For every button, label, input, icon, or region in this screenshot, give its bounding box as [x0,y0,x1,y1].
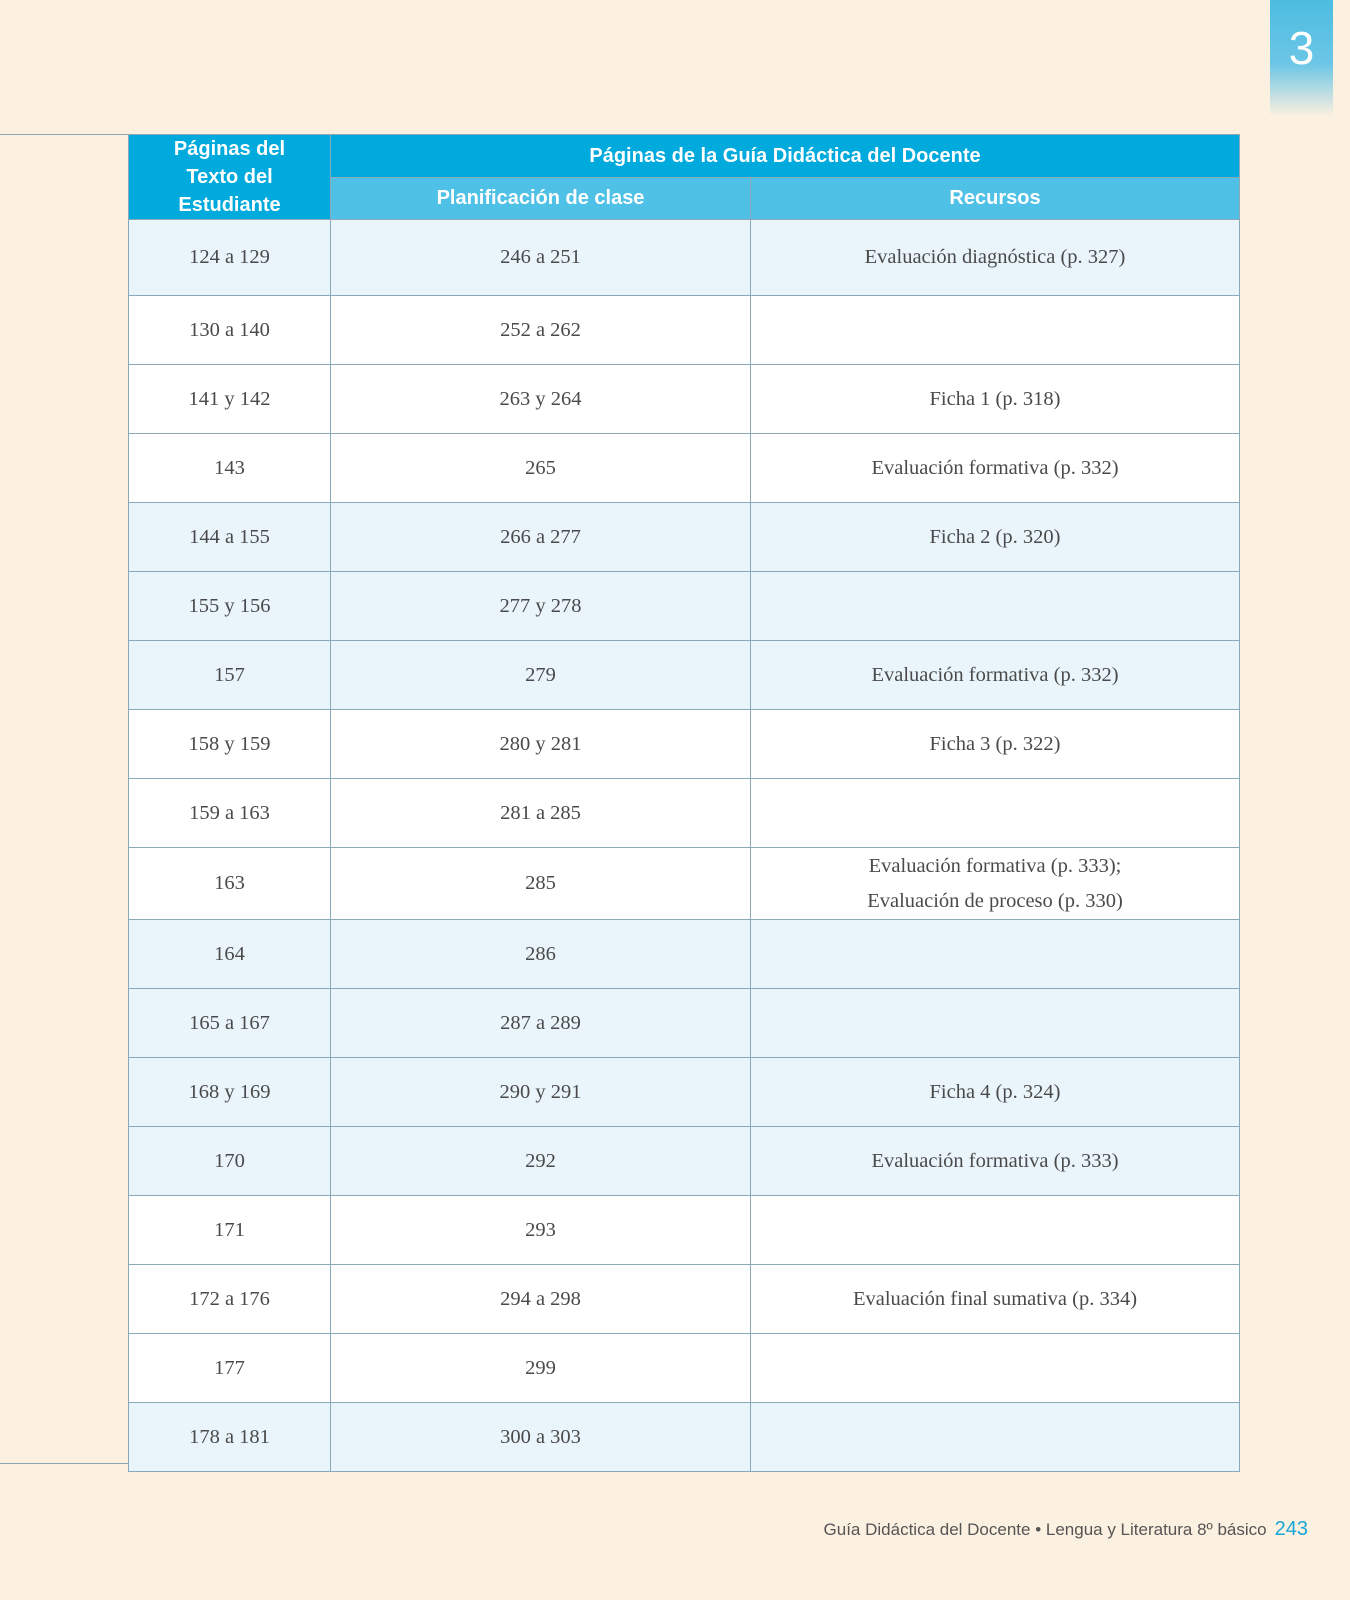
cell-resources [751,1403,1240,1472]
cell-planning-pages: 286 [331,920,751,989]
table-row [129,296,1240,365]
cell-resources: Evaluación formativa (p. 333) [751,1127,1240,1196]
table-row [129,572,1240,641]
cell-resources [751,572,1240,641]
cell-planning-pages: 265 [331,434,751,503]
cell-resources [751,848,1240,920]
table-row [129,1058,1240,1127]
cell-student-pages: 178 a 181 [129,1403,331,1472]
cell-resources: Ficha 3 (p. 322) [751,710,1240,779]
cell-planning-pages: 277 y 278 [331,572,751,641]
cell-planning-pages: 285 [331,848,751,920]
cell-planning-pages: 246 a 251 [331,220,751,296]
cell-student-pages: 144 a 155 [129,503,331,572]
cell-resources [751,779,1240,848]
header-student-pages [129,135,331,220]
cell-planning-pages: 292 [331,1127,751,1196]
cell-student-pages: 143 [129,434,331,503]
cell-resources [751,1196,1240,1265]
table-row [129,434,1240,503]
cell-planning-pages: 279 [331,641,751,710]
cell-resources: Ficha 1 (p. 318) [751,365,1240,434]
cell-resources: Evaluación formativa (p. 332) [751,641,1240,710]
cell-planning-pages: 263 y 264 [331,365,751,434]
table-row [129,503,1240,572]
table-row [129,1127,1240,1196]
cell-student-pages: 163 [129,848,331,920]
cell-planning-pages: 300 a 303 [331,1403,751,1472]
cell-student-pages: 170 [129,1127,331,1196]
cell-student-pages: 155 y 156 [129,572,331,641]
cell-student-pages: 177 [129,1334,331,1403]
cell-resources: Evaluación diagnóstica (p. 327) [751,220,1240,296]
cell-student-pages: 124 a 129 [129,220,331,296]
cell-resources [751,920,1240,989]
cell-resources: Evaluación formativa (p. 332) [751,434,1240,503]
cell-resources-line: Evaluación formativa (p. 333); [868,854,1122,877]
table-row [129,1334,1240,1403]
page-footer [824,1518,1308,1541]
pages-correspondence-table [128,134,1240,1472]
cell-planning-pages: 287 a 289 [331,989,751,1058]
page-number: 243 [1274,1518,1308,1540]
cell-resources: Ficha 2 (p. 320) [751,503,1240,572]
cell-student-pages: 141 y 142 [129,365,331,434]
cell-planning-pages: 293 [331,1196,751,1265]
cell-resources: Ficha 4 (p. 324) [751,1058,1240,1127]
table-row [129,920,1240,989]
cell-planning-pages: 280 y 281 [331,710,751,779]
table-row [129,1403,1240,1472]
cell-planning-pages: 252 a 262 [331,296,751,365]
cell-student-pages: 172 a 176 [129,1265,331,1334]
table-row [129,220,1240,296]
cell-student-pages: 165 a 167 [129,989,331,1058]
cell-resources [751,296,1240,365]
cell-planning-pages: 299 [331,1334,751,1403]
cell-student-pages: 130 a 140 [129,296,331,365]
cell-student-pages: 168 y 169 [129,1058,331,1127]
cell-resources [751,1334,1240,1403]
table-row [129,1265,1240,1334]
cell-student-pages: 159 a 163 [129,779,331,848]
cell-planning-pages: 281 a 285 [331,779,751,848]
header-guide-pages: Páginas de la Guía Didáctica del Docente [331,135,1240,178]
table-row [129,848,1240,920]
cell-student-pages: 171 [129,1196,331,1265]
header-planning: Planificación de clase [331,178,751,220]
cell-planning-pages: 294 a 298 [331,1265,751,1334]
cell-student-pages: 164 [129,920,331,989]
chapter-number-tab: 3 [1270,0,1333,116]
table-row [129,641,1240,710]
cell-planning-pages: 290 y 291 [331,1058,751,1127]
left-margin-rule-top [0,134,128,135]
cell-planning-pages: 266 a 277 [331,503,751,572]
table-row [129,1196,1240,1265]
table-row [129,989,1240,1058]
header-resources: Recursos [751,178,1240,220]
footer-text: Guía Didáctica del Docente • Lengua y Literatura 8º básico [823,1520,1267,1539]
cell-student-pages: 157 [129,641,331,710]
cell-student-pages: 158 y 159 [129,710,331,779]
cell-resources: Evaluación final sumativa (p. 334) [751,1265,1240,1334]
header-student-pages-label: Páginas del Texto del Estudiante [173,138,286,216]
cell-resources-line: Evaluación de proceso (p. 330) [867,889,1123,912]
left-margin-rule-bottom [0,1463,128,1464]
table-row [129,365,1240,434]
cell-resources [751,989,1240,1058]
table-row [129,779,1240,848]
table-row [129,710,1240,779]
